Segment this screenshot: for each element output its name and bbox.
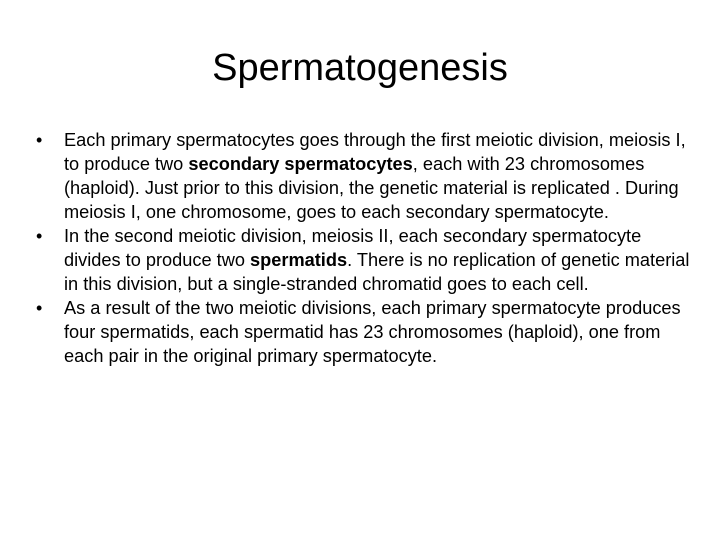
- bullet-text-segment: As a result of the two meiotic divisions, each primary spermatocyte produces four spermatids, each spermatid has 23 chromosomes (haploid), one from each pair in the original primary spermatocyte.: [64, 298, 681, 366]
- bullet-list: [36, 128, 692, 368]
- bullet-text-segment: . There is no replication of genetic material in this division, but a single-stranded chromatid goes to each cell.: [64, 250, 690, 294]
- bullet-text: [64, 296, 692, 368]
- bullet-text: [64, 128, 692, 224]
- bullet-icon: •: [36, 298, 43, 318]
- bullet-text-segment: In the second meiotic division, meiosis II, each secondary spermatocyte divides to produce two: [64, 226, 642, 270]
- bullet-item: [36, 296, 692, 368]
- bullet-item: [36, 224, 692, 296]
- bullet-text-bold: secondary spermatocytes: [188, 154, 413, 174]
- bullet-text-segment: , each with 23 chromosomes (haploid). Just prior to this division, the genetic material is replicated . During meiosis I, one chromosome, goes to each secondary spermatocyte.: [64, 154, 679, 222]
- bullet-icon: •: [36, 130, 43, 150]
- bullet-text: [64, 224, 692, 296]
- bullet-text-segment: Each primary spermatocytes goes through the first meiotic division, meiosis I, to produce two: [64, 130, 686, 174]
- bullet-text-bold: spermatids: [250, 250, 348, 270]
- bullet-icon: •: [36, 226, 43, 246]
- bullet-item: [36, 128, 692, 224]
- slide-title: Spermatogenesis: [212, 47, 508, 89]
